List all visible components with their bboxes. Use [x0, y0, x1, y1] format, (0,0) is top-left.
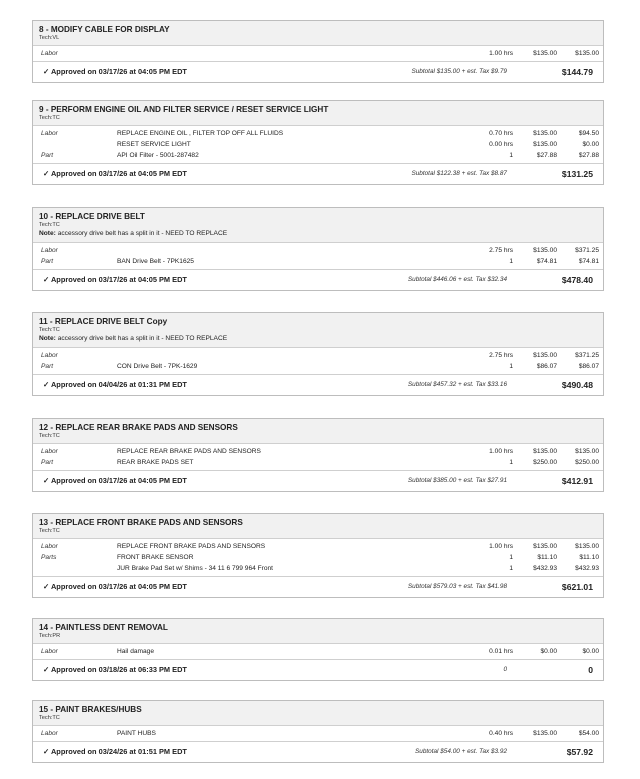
job-tech: Tech:VL: [39, 35, 60, 41]
line-type: Part: [41, 152, 54, 159]
line-quantity: 2.75 hrs: [489, 247, 513, 254]
job-total: $621.01: [561, 582, 593, 592]
approval-status: ✓ Approved on 03/17/26 at 04:05 PM EDT: [43, 275, 187, 284]
line-quantity: 0.01 hrs: [489, 648, 513, 655]
line-description: API Oil Filter - 5001-287482: [117, 152, 199, 159]
job-header: [33, 419, 603, 444]
line-description: PAINT HUBS: [117, 730, 156, 737]
job-subtotal: Subtotal $122.38 + est. Tax $8.87: [411, 170, 507, 177]
job-note-label: Note:: [39, 335, 56, 342]
line-quantity: 1: [509, 459, 513, 466]
line-description: JUR Brake Pad Set w/ Shims - 34 11 6 799 964 Front: [117, 565, 274, 572]
line-rate: $86.07: [536, 363, 557, 370]
line-item: [33, 457, 603, 468]
line-type: Labor: [41, 352, 58, 359]
job-total: $490.48: [561, 380, 593, 390]
line-total: $135.00: [575, 50, 599, 57]
job-card: [32, 100, 604, 185]
job-total: $131.25: [561, 169, 593, 179]
line-rate: $135.00: [533, 247, 557, 254]
line-type: Labor: [41, 247, 58, 254]
line-total: $371.25: [575, 352, 599, 359]
line-item: [33, 361, 603, 372]
line-type: Part: [41, 258, 54, 265]
line-rate: $135.00: [533, 130, 557, 137]
approval-status: ✓ Approved on 03/17/26 at 04:05 PM EDT: [43, 169, 187, 178]
job-note-text: accessory drive belt has a split in it - NEED TO REPLACE: [55, 335, 228, 342]
line-quantity: 1.00 hrs: [489, 50, 513, 57]
job-total: 0: [588, 665, 593, 675]
line-quantity: 0.40 hrs: [489, 730, 513, 737]
line-description: FRONT BRAKE SENSOR: [117, 554, 194, 561]
line-quantity: 1.00 hrs: [489, 448, 513, 455]
approval-status: ✓ Approved on 03/24/26 at 01:51 PM EDT: [43, 747, 187, 756]
line-item: [33, 350, 603, 361]
line-description: REPLACE FRONT BRAKE PADS AND SENSORS: [117, 543, 266, 550]
job-tech: Tech:TC: [39, 115, 60, 121]
job-footer: [33, 270, 603, 290]
line-rate: $0.00: [540, 648, 557, 655]
job-tech: Tech:TC: [39, 433, 60, 439]
line-quantity: 1: [509, 363, 513, 370]
line-item: [33, 48, 603, 59]
job-lines: [33, 444, 603, 471]
job-note: [39, 334, 597, 344]
job-subtotal: 0: [503, 666, 507, 673]
job-footer: [33, 62, 603, 82]
job-tech: Tech:TC: [39, 222, 60, 228]
line-item: [33, 541, 603, 552]
line-total: $250.00: [575, 459, 599, 466]
line-total: $27.88: [578, 152, 599, 159]
line-item: [33, 245, 603, 256]
line-item: [33, 563, 603, 574]
job-title: 15 - PAINT BRAKES/HUBS: [39, 705, 142, 714]
job-footer: [33, 742, 603, 762]
line-quantity: 1: [509, 258, 513, 265]
job-header: [33, 701, 603, 726]
line-item: [33, 552, 603, 563]
job-title: 8 - MODIFY CABLE FOR DISPLAY: [39, 25, 170, 34]
job-note-text: accessory drive belt has a split in it - NEED TO REPLACE: [55, 230, 228, 237]
line-item: [33, 728, 603, 739]
job-lines: [33, 644, 603, 660]
job-total: $478.40: [561, 275, 593, 285]
job-title: 10 - REPLACE DRIVE BELT: [39, 212, 145, 221]
line-rate: $27.88: [536, 152, 557, 159]
job-footer: [33, 471, 603, 491]
line-item: [33, 128, 603, 139]
line-type: Labor: [41, 543, 58, 550]
job-note: [39, 229, 597, 239]
job-subtotal: Subtotal $579.03 + est. Tax $41.98: [407, 583, 507, 590]
job-tech: Tech:TC: [39, 327, 60, 333]
job-title: 9 - PERFORM ENGINE OIL AND FILTER SERVICE / RESET SERVICE LIGHT: [39, 105, 329, 114]
job-lines: [33, 348, 603, 375]
line-item: [33, 150, 603, 161]
line-total: $0.00: [582, 648, 599, 655]
line-type: Labor: [41, 648, 58, 655]
line-quantity: 2.75 hrs: [489, 352, 513, 359]
line-description: CON Drive Belt - 7PK-1629: [117, 363, 198, 370]
line-total: $0.00: [582, 141, 599, 148]
line-quantity: 1: [509, 565, 513, 572]
line-type: Labor: [41, 130, 58, 137]
job-title: 12 - REPLACE REAR BRAKE PADS AND SENSORS: [39, 423, 238, 432]
line-total: $54.00: [578, 730, 599, 737]
job-title: 11 - REPLACE DRIVE BELT Copy: [39, 317, 168, 326]
line-rate: $250.00: [533, 459, 557, 466]
line-total: $135.00: [575, 543, 599, 550]
job-footer: [33, 577, 603, 597]
line-total: $135.00: [575, 448, 599, 455]
line-description: REAR BRAKE PADS SET: [117, 459, 194, 466]
job-total: $144.79: [561, 67, 593, 77]
job-card: [32, 700, 604, 763]
job-subtotal: Subtotal $135.00 + est. Tax $9.79: [411, 68, 507, 75]
job-tech: Tech:TC: [39, 715, 60, 721]
line-item: [33, 646, 603, 657]
job-tech: Tech:TC: [39, 528, 60, 534]
line-type: Labor: [41, 730, 58, 737]
line-quantity: 0.70 hrs: [489, 130, 513, 137]
job-total: $412.91: [561, 476, 593, 486]
approval-status: ✓ Approved on 04/04/26 at 01:31 PM EDT: [43, 380, 187, 389]
job-footer: [33, 375, 603, 395]
job-card: [32, 513, 604, 598]
job-footer: [33, 660, 603, 680]
job-lines: [33, 126, 603, 164]
job-card: [32, 312, 604, 396]
line-total: $371.25: [575, 247, 599, 254]
job-title: 13 - REPLACE FRONT BRAKE PADS AND SENSORS: [39, 518, 243, 527]
line-description: Hail damage: [117, 648, 155, 655]
line-quantity: 1: [509, 554, 513, 561]
job-header: [33, 619, 603, 644]
line-item: [33, 139, 603, 150]
line-quantity: 0.00 hrs: [489, 141, 513, 148]
job-header: [33, 514, 603, 539]
line-rate: $135.00: [533, 448, 557, 455]
line-rate: $135.00: [533, 50, 557, 57]
job-lines: [33, 726, 603, 742]
job-title: 14 - PAINTLESS DENT REMOVAL: [39, 623, 168, 632]
approval-status: ✓ Approved on 03/18/26 at 06:33 PM EDT: [43, 665, 187, 674]
job-header: [33, 313, 603, 348]
line-rate: $135.00: [533, 141, 557, 148]
job-card: [32, 207, 604, 291]
job-subtotal: Subtotal $54.00 + est. Tax $3.92: [415, 748, 507, 755]
job-header: [33, 21, 603, 46]
line-description: RESET SERVICE LIGHT: [117, 141, 191, 148]
line-quantity: 1.00 hrs: [489, 543, 513, 550]
line-type: Part: [41, 363, 54, 370]
job-total: $57.92: [566, 747, 593, 757]
line-item: [33, 256, 603, 267]
job-tech: Tech:PR: [39, 633, 61, 639]
approval-status: ✓ Approved on 03/17/26 at 04:05 PM EDT: [43, 582, 187, 591]
line-rate: $135.00: [533, 730, 557, 737]
line-total: $432.93: [575, 565, 599, 572]
job-lines: [33, 539, 603, 577]
line-rate: $135.00: [533, 352, 557, 359]
line-description: BAN Drive Belt - 7PK1625: [117, 258, 194, 265]
line-rate: $11.10: [537, 554, 557, 561]
line-total: $74.81: [578, 258, 599, 265]
line-type: Part: [41, 459, 54, 466]
job-footer: [33, 164, 603, 184]
job-card: [32, 418, 604, 492]
job-lines: [33, 46, 603, 62]
line-description: REPLACE ENGINE OIL , FILTER TOP OFF ALL FLUIDS: [117, 130, 284, 137]
line-item: [33, 446, 603, 457]
line-type: Parts: [41, 554, 57, 561]
job-subtotal: Subtotal $457.32 + est. Tax $33.16: [407, 381, 507, 388]
job-subtotal: Subtotal $446.06 + est. Tax $32.34: [407, 276, 507, 283]
job-lines: [33, 243, 603, 270]
approval-status: ✓ Approved on 03/17/26 at 04:05 PM EDT: [43, 476, 187, 485]
line-type: Labor: [41, 448, 58, 455]
line-rate: $74.81: [536, 258, 557, 265]
job-header: [33, 208, 603, 243]
job-header: [33, 101, 603, 126]
job-note-label: Note:: [39, 230, 56, 237]
line-type: Labor: [41, 50, 58, 57]
line-rate: $135.00: [533, 543, 557, 550]
line-total: $11.10: [579, 554, 599, 561]
line-total: $94.50: [578, 130, 599, 137]
line-total: $86.07: [578, 363, 599, 370]
line-rate: $432.93: [533, 565, 557, 572]
approval-status: ✓ Approved on 03/17/26 at 04:05 PM EDT: [43, 67, 187, 76]
line-quantity: 1: [509, 152, 513, 159]
job-card: [32, 618, 604, 681]
line-description: REPLACE REAR BRAKE PADS AND SENSORS: [117, 448, 261, 455]
job-card: [32, 20, 604, 83]
job-subtotal: Subtotal $385.00 + est. Tax $27.91: [407, 477, 507, 484]
